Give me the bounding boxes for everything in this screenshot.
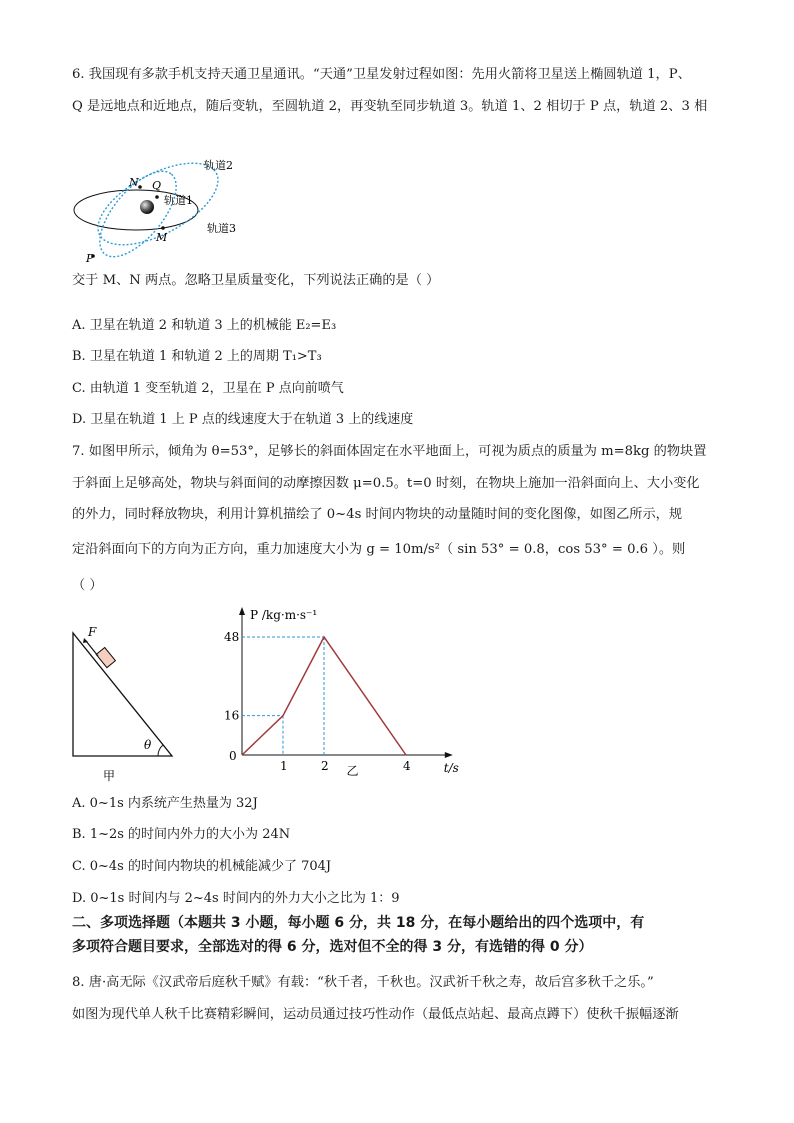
q7-stem-line-4: 定沿斜面向下的方向为正方向，重力加速度大小为 g = 10m/s²（ sin 53° = 0.8，cos 53° = 0.6 ）。则 — [72, 542, 686, 557]
x-tick-label-1: 1 — [280, 759, 288, 773]
label-orbit3: 轨道3 — [207, 222, 236, 235]
label-orbit2: 轨道2 — [204, 159, 233, 172]
section-2-heading-line-2: 多项符合题目要求，全部选对的得 6 分，选对但不全的得 3 分，有选错的得 0 分） — [72, 939, 593, 955]
q6-option-c: C. 由轨道 1 变至轨道 2，卫星在 P 点向前喷气 — [72, 381, 344, 396]
label-orbit1: 轨道1 — [164, 194, 193, 207]
q6-stem-line-2: Q 是远地点和近地点，随后变轨，至圆轨道 2，再变轨至同步轨道 3。轨道 1、2 相切于 P 点，轨道 2、3 相 — [72, 99, 708, 114]
q7-option-a: A. 0~1s 内系统产生热量为 32J — [72, 796, 258, 811]
planet — [140, 200, 154, 214]
q6-option-b: B. 卫星在轨道 1 和轨道 2 上的周期 T₁>T₃ — [72, 349, 322, 364]
y-axis-label: P /kg·m·s⁻¹ — [250, 608, 318, 622]
q7-stem-line-5: （ ） — [72, 578, 103, 593]
q6-option-d: D. 卫星在轨道 1 上 P 点的线速度大于在轨道 3 上的线速度 — [72, 412, 414, 427]
q7-option-d: D. 0~1s 时间内与 2~4s 时间内的外力大小之比为 1：9 — [72, 891, 400, 906]
x-tick-label-4: 4 — [403, 759, 411, 773]
origin-label: 0 — [229, 749, 237, 763]
label-F: F — [88, 625, 97, 639]
y-tick-label-16: 16 — [224, 708, 240, 723]
label-N: N — [129, 176, 139, 189]
q7-stem-line-2: 于斜面上足够高处，物块与斜面间的动摩擦因数 μ=0.5。t=0 时刻，在物块上施加一沿斜面向上、大小变化 — [72, 476, 700, 491]
caption-jia: 甲 — [103, 769, 116, 782]
label-theta: θ — [144, 738, 152, 752]
q8-stem-line-2: 如图为现代单人秋千比赛精彩瞬间，运动员通过技巧性动作（最低点站起、最高点蹲下）使秋千振幅逐渐 — [72, 1007, 679, 1022]
y-tick-label-48: 48 — [224, 630, 240, 644]
point-Q — [155, 195, 159, 199]
q7-stem-line-1: 7. 如图甲所示，倾角为 θ=53°，足够长的斜面体固定在水平地面上，可视为质点的质量为 m=8kg 的物块置 — [72, 444, 707, 459]
label-Q: Q — [152, 179, 162, 192]
orbit-1 — [86, 159, 190, 262]
incline-triangle — [73, 633, 172, 756]
angle-arc — [158, 745, 163, 756]
x-tick-label-2: 2 — [321, 759, 329, 773]
momentum-time-chart — [222, 605, 462, 780]
point-M — [161, 226, 165, 230]
orbit-figure — [66, 152, 266, 262]
q6-stem-line-1: 6. 我国现有多款手机支持天通卫星通讯。“天通”卫星发射过程如图：先用火箭将卫星送上椭圆轨道 1，P、 — [72, 67, 691, 82]
point-N — [138, 185, 142, 189]
x-axis-arrow — [445, 752, 453, 758]
label-P: P — [86, 252, 94, 262]
section-2-heading-line-1: 二、多项选择题（本题共 3 小题，每小题 6 分，共 18 分，在每小题给出的四个选项中，有 — [72, 915, 645, 931]
incline-figure — [62, 622, 182, 782]
caption-yi: 乙 — [346, 764, 359, 778]
x-axis-label: t/s — [443, 761, 459, 775]
force-arrow — [86, 641, 98, 656]
y-axis-arrow — [239, 607, 245, 615]
label-M: M — [156, 231, 168, 244]
q7-stem-line-3: 的外力，同时释放物块，利用计算机描绘了 0~4s 时间内物块的动量随时间的变化图像，如图乙所示，规 — [72, 507, 683, 522]
q8-stem-line-1: 8. 唐·高无际《汉武帝后庭秋千赋》有载：“秋千者，千秋也。汉武祈千秋之寿，故后宫多秋千之乐。” — [72, 975, 654, 990]
q7-option-c: C. 0~4s 的时间内物块的机械能减少了 704J — [72, 859, 332, 874]
q7-option-b: B. 1~2s 的时间内外力的大小为 24N — [72, 827, 291, 842]
q6-stem-line-3: 交于 M、N 两点。忽略卫星质量变化，下列说法正确的是（ ） — [72, 273, 440, 288]
q6-option-a: A. 卫星在轨道 2 和轨道 3 上的机械能 E₂=E₃ — [72, 318, 337, 333]
